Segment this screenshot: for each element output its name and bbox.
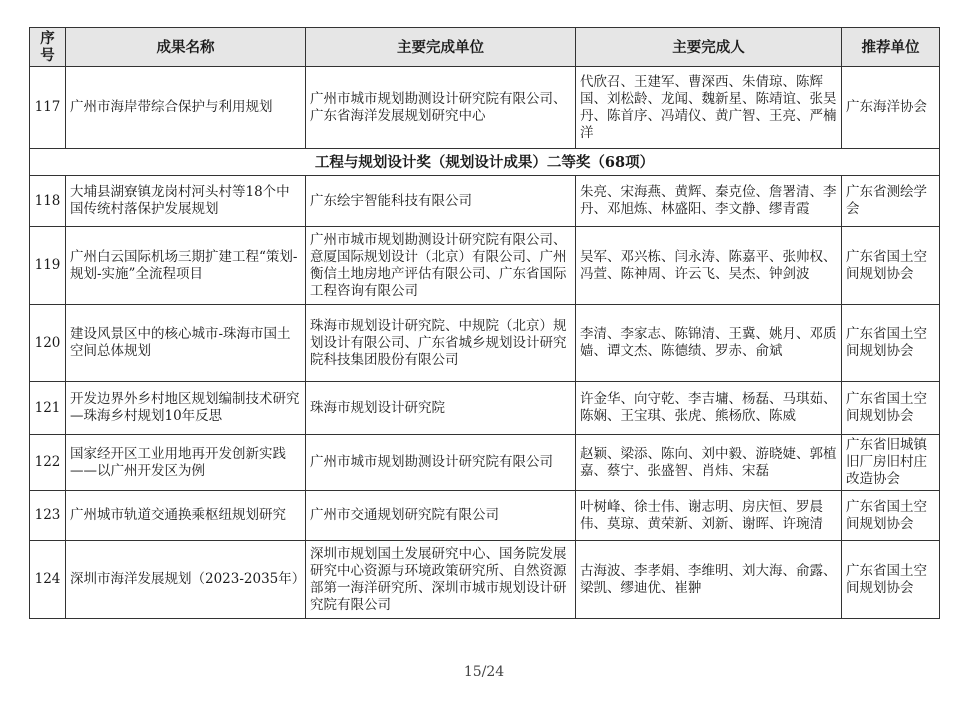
section-title: 工程与规划设计奖（规划设计成果）二等奖（68项）	[30, 149, 940, 176]
row-number: 122	[30, 435, 66, 491]
completion-units: 广州市城市规划勘测设计研究院有限公司	[306, 435, 576, 491]
project-name: 广州市海岸带综合保护与利用规划	[66, 67, 306, 149]
project-name: 建设风景区中的核心城市-珠海市国土空间总体规划	[66, 305, 306, 382]
completion-units: 珠海市规划设计研究院	[306, 382, 576, 435]
table-row	[30, 67, 940, 149]
completion-units: 广州市城市规划勘测设计研究院有限公司、意厦国际规划设计（北京）有限公司、广州衡信土地房地产评估有限公司、广东省国际工程咨询有限公司	[306, 227, 576, 305]
row-number: 120	[30, 305, 66, 382]
header-name: 成果名称	[66, 28, 306, 67]
row-number: 118	[30, 176, 66, 227]
completion-people: 赵颖、梁添、陈向、刘中毅、游晓婕、郭植嘉、蔡宁、张盛智、肖炜、宋磊	[576, 435, 842, 491]
row-number: 121	[30, 382, 66, 435]
table-row	[30, 491, 940, 541]
completion-people: 许金华、向守乾、李吉墉、杨磊、马琪茹、陈娴、王宝琪、张虎、熊杨欣、陈威	[576, 382, 842, 435]
completion-people: 叶树峰、徐士伟、谢志明、房庆恒、罗晨伟、莫琼、黄荣新、刘新、谢晖、许琬清	[576, 491, 842, 541]
table-row	[30, 176, 940, 227]
table-row	[30, 541, 940, 619]
recommender: 广东海洋协会	[842, 67, 940, 149]
project-name: 开发边界外乡村地区规划编制技术研究—珠海乡村规划10年反思	[66, 382, 306, 435]
project-name: 国家经开区工业用地再开发创新实践——以广州开发区为例	[66, 435, 306, 491]
header-recommender: 推荐单位	[842, 28, 940, 67]
recommender: 广东省国土空间规划协会	[842, 305, 940, 382]
page-number: 15/24	[463, 664, 505, 680]
completion-units: 深圳市规划国土发展研究中心、国务院发展研究中心资源与环境政策研究所、自然资源部第一海洋研究所、深圳市城市规划设计研究院有限公司	[306, 541, 576, 619]
header-seq: 序号	[30, 28, 66, 67]
completion-people: 代欣召、王建军、曹深西、朱倩琼、陈辉国、刘松龄、龙闻、魏新星、陈靖谊、张昊丹、陈首序、冯靖仪、黄广智、王亮、严楠洋	[576, 67, 842, 149]
recommender: 广东省国土空间规划协会	[842, 382, 940, 435]
completion-units: 广州市交通规划研究院有限公司	[306, 491, 576, 541]
recommender: 广东省旧城镇旧厂房旧村庄改造协会	[842, 435, 940, 491]
project-name: 深圳市海洋发展规划（2023-2035年）	[66, 541, 306, 619]
recommender: 广东省国土空间规划协会	[842, 227, 940, 305]
table-row	[30, 227, 940, 305]
row-number: 119	[30, 227, 66, 305]
completion-people: 古海波、李孝娟、李维明、刘大海、俞露、梁凯、缪迪优、崔翀	[576, 541, 842, 619]
section-row	[30, 149, 940, 176]
table-row	[30, 435, 940, 491]
header-row	[30, 28, 940, 67]
project-name: 广州白云国际机场三期扩建工程“策划-规划-实施”全流程项目	[66, 227, 306, 305]
header-units: 主要完成单位	[306, 28, 576, 67]
completion-units: 珠海市规划设计研究院、中规院（北京）规划设计有限公司、广东省城乡规划设计研究院科技集团股份有限公司	[306, 305, 576, 382]
completion-units: 广州市城市规划勘测设计研究院有限公司、广东省海洋发展规划研究中心	[306, 67, 576, 149]
completion-units: 广东绘宇智能科技有限公司	[306, 176, 576, 227]
recommender: 广东省国土空间规划协会	[842, 491, 940, 541]
completion-people: 李清、李家志、陈锦清、王冀、姚月、邓质嫱、谭文杰、陈德绩、罗赤、俞斌	[576, 305, 842, 382]
row-number: 124	[30, 541, 66, 619]
project-name: 大埔县湖寮镇龙岗村河头村等18个中国传统村落保护发展规划	[66, 176, 306, 227]
row-number: 123	[30, 491, 66, 541]
table-row	[30, 382, 940, 435]
row-number: 117	[30, 67, 66, 149]
completion-people: 吴军、邓兴栋、闫永涛、陈嘉平、张帅权、冯萱、陈神周、许云飞、吴杰、钟剑波	[576, 227, 842, 305]
completion-people: 朱亮、宋海燕、黄辉、秦克俭、詹署清、李丹、邓旭炼、林盛阳、李文静、缪青霞	[576, 176, 842, 227]
recommender: 广东省测绘学会	[842, 176, 940, 227]
recommender: 广东省国土空间规划协会	[842, 541, 940, 619]
awards-table	[29, 27, 940, 619]
header-people: 主要完成人	[576, 28, 842, 67]
project-name: 广州城市轨道交通换乘枢纽规划研究	[66, 491, 306, 541]
table-row	[30, 305, 940, 382]
